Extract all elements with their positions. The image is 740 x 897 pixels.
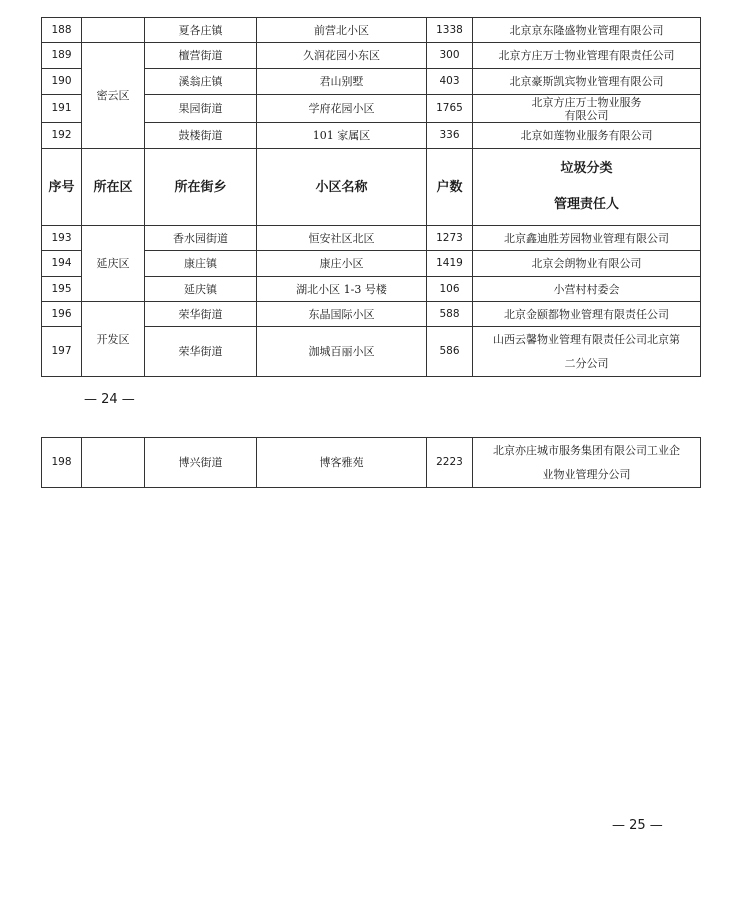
households-cell: 106 bbox=[427, 277, 473, 302]
street-cell: 果园街道 bbox=[145, 95, 257, 123]
manager-cell: 北京会朗物业有限公司 bbox=[473, 251, 701, 277]
table-row bbox=[42, 43, 701, 69]
page-number: — 24 — bbox=[84, 392, 135, 407]
seq-cell: 188 bbox=[42, 18, 82, 43]
district-cell bbox=[82, 438, 145, 488]
seq-cell: 193 bbox=[42, 226, 82, 251]
seq-cell: 190 bbox=[42, 69, 82, 95]
header-manager bbox=[473, 149, 701, 226]
street-cell: 香水园街道 bbox=[145, 226, 257, 251]
header-district: 所在区 bbox=[82, 149, 145, 226]
street-cell: 鼓楼街道 bbox=[145, 123, 257, 149]
manager-cell: 北京方庄万士物业管理有限责任公司 bbox=[473, 43, 701, 69]
community-cell: 康庄小区 bbox=[257, 251, 427, 277]
households-cell: 1338 bbox=[427, 18, 473, 43]
street-cell: 荣华街道 bbox=[145, 302, 257, 327]
manager-line: 山西云馨物业管理有限责任公司北京第 bbox=[493, 332, 680, 346]
header-seq: 序号 bbox=[42, 149, 82, 226]
street-cell: 博兴街道 bbox=[145, 438, 257, 488]
manager-cell bbox=[473, 95, 701, 123]
street-cell: 檀营街道 bbox=[145, 43, 257, 69]
street-cell: 荣华街道 bbox=[145, 327, 257, 377]
manager-cell: 北京如莲物业服务有限公司 bbox=[473, 123, 701, 149]
manager-cell: 北京京东隆盛物业管理有限公司 bbox=[473, 18, 701, 43]
header-manager-line: 垃圾分类 bbox=[560, 161, 613, 176]
manager-cell: 北京金颐都物业管理有限责任公司 bbox=[473, 302, 701, 327]
community-cell: 前营北小区 bbox=[257, 18, 427, 43]
seq-cell: 191 bbox=[42, 95, 82, 123]
community-cell: 久润花园小东区 bbox=[257, 43, 427, 69]
households-cell: 588 bbox=[427, 302, 473, 327]
households-cell: 1765 bbox=[427, 95, 473, 123]
manager-cell bbox=[473, 327, 701, 377]
manager-line: 业物业管理分公司 bbox=[542, 467, 631, 481]
seq-cell: 196 bbox=[42, 302, 82, 327]
street-cell: 夏各庄镇 bbox=[145, 18, 257, 43]
table-row bbox=[42, 18, 701, 43]
seq-cell: 194 bbox=[42, 251, 82, 277]
community-cell: 博客雅苑 bbox=[257, 438, 427, 488]
seq-cell: 192 bbox=[42, 123, 82, 149]
table-row bbox=[42, 226, 701, 251]
households-cell: 403 bbox=[427, 69, 473, 95]
manager-line: 北京亦庄城市服务集团有限公司工业企 bbox=[493, 443, 680, 457]
header-community: 小区名称 bbox=[257, 149, 427, 226]
community-cell: 东晶国际小区 bbox=[257, 302, 427, 327]
street-cell: 延庆镇 bbox=[145, 277, 257, 302]
table-row bbox=[42, 438, 701, 488]
households-cell: 300 bbox=[427, 43, 473, 69]
community-cell: 泇城百丽小区 bbox=[257, 327, 427, 377]
header-street: 所在街乡 bbox=[145, 149, 257, 226]
community-cell: 君山别墅 bbox=[257, 69, 427, 95]
community-table-page-24 bbox=[41, 17, 701, 377]
community-cell: 学府花园小区 bbox=[257, 95, 427, 123]
page-number: — 25 — bbox=[612, 818, 663, 833]
manager-cell bbox=[473, 438, 701, 488]
households-cell: 1419 bbox=[427, 251, 473, 277]
manager-line: 有限公司 bbox=[564, 108, 609, 122]
header-households: 户数 bbox=[427, 149, 473, 226]
seq-cell: 198 bbox=[42, 438, 82, 488]
street-cell: 溪翁庄镇 bbox=[145, 69, 257, 95]
manager-cell: 北京豪斯凯宾物业管理有限公司 bbox=[473, 69, 701, 95]
manager-cell: 小营村村委会 bbox=[473, 277, 701, 302]
manager-line: 北京方庄万士物业服务 bbox=[531, 95, 642, 109]
households-cell: 586 bbox=[427, 327, 473, 377]
community-cell: 恒安社区北区 bbox=[257, 226, 427, 251]
manager-line: 二分公司 bbox=[564, 356, 609, 370]
households-cell: 1273 bbox=[427, 226, 473, 251]
header-row bbox=[42, 149, 701, 226]
community-table-page-25 bbox=[41, 437, 701, 488]
district-cell: 延庆区 bbox=[82, 226, 145, 302]
district-cell: 开发区 bbox=[82, 302, 145, 377]
seq-cell: 197 bbox=[42, 327, 82, 377]
street-cell: 康庄镇 bbox=[145, 251, 257, 277]
district-cell bbox=[82, 18, 145, 43]
header-manager-line: 管理责任人 bbox=[553, 197, 619, 212]
households-cell: 336 bbox=[427, 123, 473, 149]
table-row bbox=[42, 302, 701, 327]
community-cell: 101 家属区 bbox=[257, 123, 427, 149]
district-cell: 密云区 bbox=[82, 43, 145, 149]
seq-cell: 195 bbox=[42, 277, 82, 302]
community-cell: 湖北小区 1-3 号楼 bbox=[257, 277, 427, 302]
households-cell: 2223 bbox=[427, 438, 473, 488]
manager-cell: 北京鑫迪胜芳园物业管理有限公司 bbox=[473, 226, 701, 251]
seq-cell: 189 bbox=[42, 43, 82, 69]
